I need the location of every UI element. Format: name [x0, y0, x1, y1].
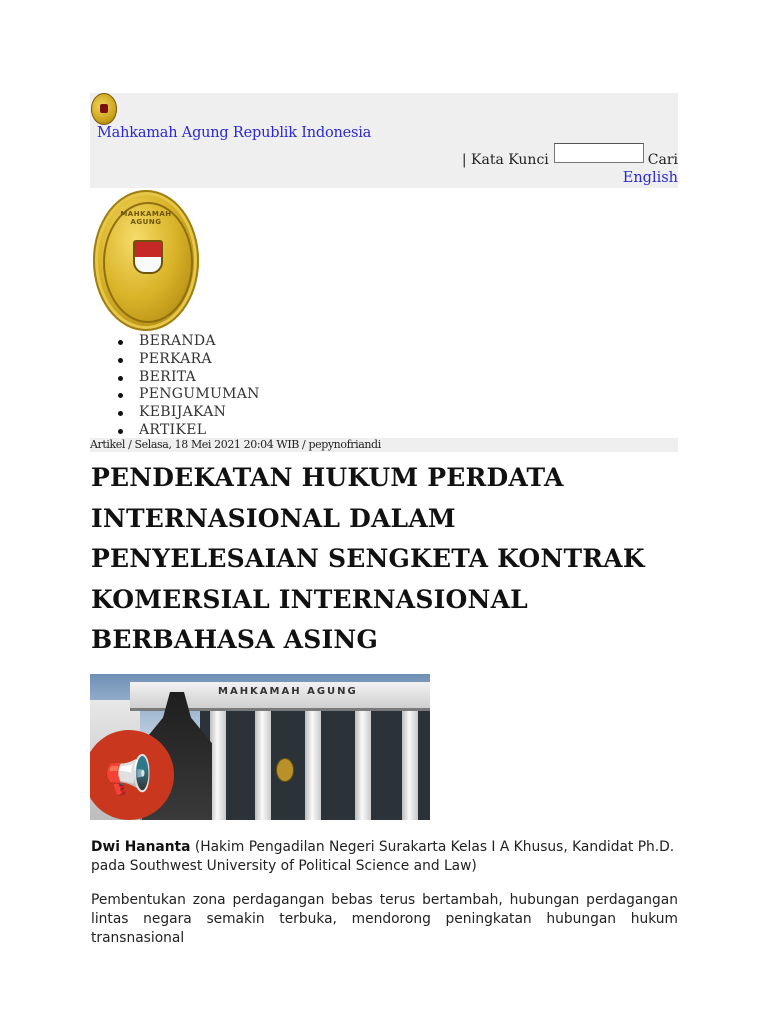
- small-seal-logo-icon[interactable]: [91, 93, 117, 125]
- body-line-1: Pembentukan zona perdagangan bebas terus bertambah, hubungan perdagangan lintas: [91, 892, 678, 927]
- author-paragraph: [91, 838, 678, 875]
- shield-icon: [133, 240, 163, 274]
- site-header: [90, 93, 678, 188]
- nav-item-berita[interactable]: BERITA: [139, 369, 260, 387]
- site-name-link[interactable]: Mahkamah Agung Republik Indonesia: [97, 125, 372, 141]
- article-title: PENDEKATAN HUKUM PERDATA INTERNASIONAL DALAM PENYELESAIAN SENGKETA KONTRAK KOMERSIAL INTERNASIONAL BERBAHASA ASING: [91, 463, 645, 655]
- seal-inscription: MAHKAMAH AGUNG: [120, 210, 172, 226]
- search-button[interactable]: Cari: [647, 152, 678, 168]
- main-navigation: [139, 333, 260, 440]
- language-link-english[interactable]: English: [622, 170, 678, 186]
- image-column: [255, 711, 271, 820]
- search-form: [462, 143, 678, 168]
- nav-item-perkara[interactable]: PERKARA: [139, 351, 260, 369]
- nav-item-artikel[interactable]: ARTIKEL: [139, 422, 260, 440]
- image-building-sign: MAHKAMAH AGUNG: [218, 686, 358, 697]
- image-column: [305, 711, 321, 820]
- search-input[interactable]: [554, 143, 644, 163]
- body-line-2: negara semakin terbuka, mendorong peningkatan hubungan hukum transnasional: [91, 911, 678, 946]
- article-body-paragraph: [91, 891, 678, 948]
- image-column: [210, 711, 226, 820]
- mahkamah-agung-seal-logo-icon[interactable]: [93, 190, 199, 331]
- nav-item-pengumuman[interactable]: PENGUMUMAN: [139, 386, 260, 403]
- image-column: [355, 711, 371, 820]
- image-column: [402, 711, 418, 820]
- author-affiliation: (Hakim Pengadilan Negeri Surakarta Kelas I A Khusus, Kandidat Ph.D. pada Southwest University of Political Science and Law): [91, 839, 675, 874]
- nav-item-beranda[interactable]: BERANDA: [139, 333, 260, 351]
- author-name: Dwi Hananta: [91, 839, 191, 855]
- image-emblem-icon: [276, 758, 294, 782]
- megaphone-icon: 📢: [90, 730, 174, 820]
- nav-item-kebijakan[interactable]: KEBIJAKAN: [139, 404, 260, 422]
- article-image: [90, 674, 430, 820]
- article-meta: Artikel / Selasa, 18 Mei 2021 20:04 WIB / pepynofriandi: [90, 438, 678, 452]
- search-label: | Kata Kunci: [461, 152, 549, 168]
